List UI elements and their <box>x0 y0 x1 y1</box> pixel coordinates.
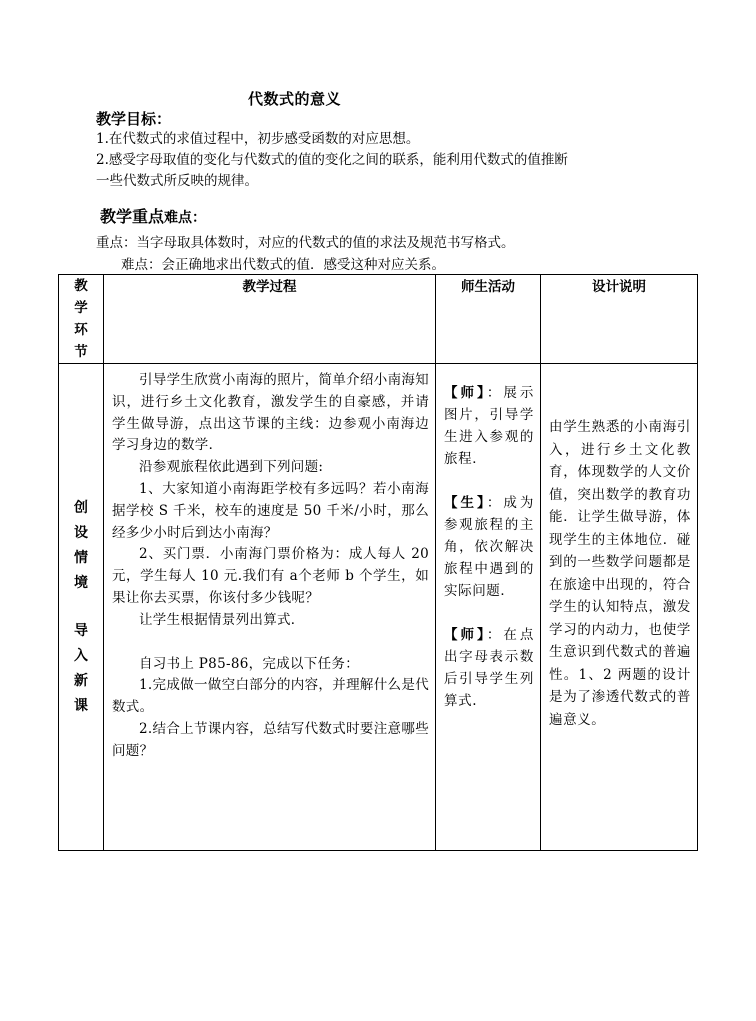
objective-line-1: 1.在代数式的求值过程中，初步感受函数的对应思想。 <box>96 131 420 147</box>
activity-student <box>444 492 534 602</box>
stage-char: 课 <box>74 697 88 714</box>
key-difficult-heading <box>100 204 206 227</box>
stage-char: 创 <box>74 499 88 516</box>
stage-cell <box>59 364 104 851</box>
teacher-tag: 【师】 <box>444 627 487 643</box>
activity-text: ：在点出字母表示数后引导学生列算式. <box>444 627 534 709</box>
student-tag: 【生】 <box>444 495 487 511</box>
activity-cell <box>436 364 541 851</box>
stage-char: 设 <box>74 524 88 541</box>
header-stage-char: 学 <box>74 300 88 316</box>
header-process-cell: 教学过程 <box>104 275 436 364</box>
document-title: 代数式的意义 <box>248 90 342 108</box>
header-activity-cell: 师生活动 <box>436 275 541 364</box>
stage-char: 导 <box>74 622 88 639</box>
key-heading-main: 教学重点 <box>100 207 165 226</box>
table-header-row <box>59 275 698 364</box>
header-stage-char: 环 <box>74 322 88 338</box>
key-point-line: 重点：当字母取具体数时，对应的代数式的值的求法及规范书写格式。 <box>96 235 515 251</box>
stage-char: 入 <box>74 647 88 664</box>
activity-text: ：展示图片，引导学生进入参观的旅程． <box>444 385 534 467</box>
objectives-heading: 教学目标： <box>96 110 172 128</box>
process-paragraph: 1.完成做一做空白部分的内容，并理解什么是代数式。 <box>112 677 429 716</box>
process-paragraph: 1、大家知道小南海距学校有多远吗？若小南海据学校 S 千米，校车的速度是 50 千米/小时，那么经多少小时后到达小南海？ <box>112 480 429 541</box>
process-paragraph: 2、买门票．小南海门票价格为：成人每人 20元，学生每人 10 元.我们有 a个老师 b 个学生，如果让你去买票，你该付多少钱呢？ <box>112 546 429 606</box>
activity-teacher-1 <box>444 382 534 470</box>
process-paragraph: 让学生根据情景列出算式． <box>139 611 305 628</box>
header-stage-char: 教 <box>74 278 88 294</box>
header-stage-char: 节 <box>74 344 88 360</box>
header-design-cell: 设计说明 <box>541 275 698 364</box>
lesson-table <box>58 274 698 851</box>
activity-text: ：成为参观旅程的主角，依次解决旅程中遇到的实际问题． <box>444 495 534 599</box>
table-row <box>59 364 698 851</box>
stage-char: 新 <box>74 672 88 689</box>
process-paragraph: 引导学生欣赏小南海的照片，简单介绍小南海知识，进行乡土文化教育，激发学生的自豪感，并请学生做导游，点出这节课的主线：边参观小南海边学习身边的数学． <box>112 372 429 454</box>
objective-line-3: 一些代数式所反映的规律。 <box>96 173 258 189</box>
teacher-tag: 【师】 <box>444 385 487 401</box>
key-heading-tail: 难点： <box>164 210 207 226</box>
process-paragraph: 2.结合上节课内容，总结写代数式时要注意哪些问题？ <box>112 720 429 759</box>
process-paragraph: 自习书上 P85-86，完成以下任务： <box>139 655 359 672</box>
header-stage-cell <box>59 275 104 364</box>
stage-char: 情 <box>74 549 88 566</box>
objective-line-2: 2.感受字母取值的变化与代数式的值的变化之间的联系，能利用代数式的值推断 <box>96 152 568 168</box>
difficult-point-line: 难点：会正确地求出代数式的值．感受这种对应关系。 <box>121 257 445 273</box>
process-cell <box>104 364 436 851</box>
process-paragraph: 沿参观旅程依此遇到下列问题: <box>139 459 324 476</box>
activity-teacher-2 <box>444 624 534 712</box>
stage-char: 境 <box>74 574 88 591</box>
design-text: 由学生熟悉的小南海引入，进行乡土文化教育，体现数学的人文价值，突出数学的教育功能．让学生做导游，体现学生的主体地位．碰到的一些数学问题都是在旅途中出现的，符合学生的认知特点，激发学习的内动力，也使学生意识到代数式的普遍性。1、2 两题的设计是为了渗透代数式的普遍意义。 <box>549 419 691 728</box>
design-cell <box>541 364 698 851</box>
